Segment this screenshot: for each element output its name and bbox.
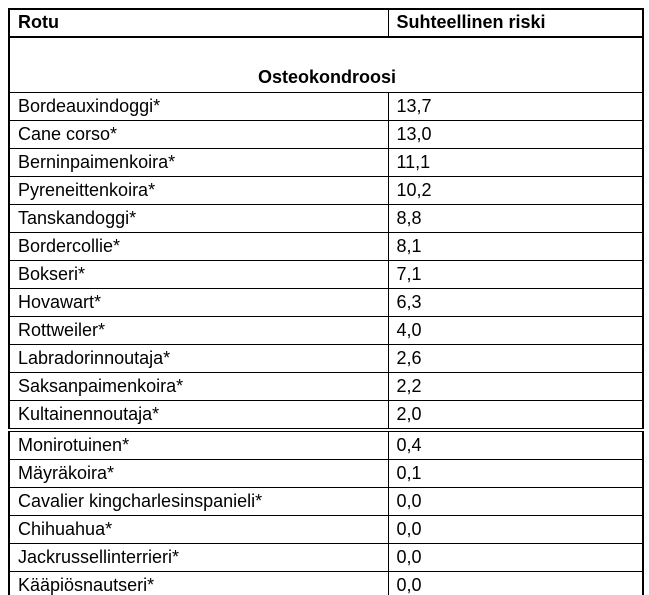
breed-cell: Jackrussellinterrieri* <box>9 544 388 572</box>
risk-cell: 0,4 <box>388 430 643 460</box>
breed-risk-table <box>8 8 644 595</box>
table-row <box>9 233 643 261</box>
breed-cell: Tanskandoggi* <box>9 205 388 233</box>
risk-cell: 13,0 <box>388 121 643 149</box>
risk-cell: 10,2 <box>388 177 643 205</box>
table-row <box>9 373 643 401</box>
risk-cell: 7,1 <box>388 261 643 289</box>
breed-cell: Pyreneittenkoira* <box>9 177 388 205</box>
table-header-row <box>9 9 643 37</box>
table-row <box>9 401 643 431</box>
table-row <box>9 544 643 572</box>
breed-cell: Hovawart* <box>9 289 388 317</box>
risk-cell: 11,1 <box>388 149 643 177</box>
breed-cell: Bordeauxindoggi* <box>9 93 388 121</box>
risk-cell: 6,3 <box>388 289 643 317</box>
risk-cell: 0,0 <box>388 488 643 516</box>
table-row <box>9 93 643 121</box>
section-header-row <box>9 37 643 93</box>
risk-cell: 2,6 <box>388 345 643 373</box>
table-row <box>9 317 643 345</box>
breed-cell: Mäyräkoira* <box>9 460 388 488</box>
column-header-risk: Suhteellinen riski <box>388 9 643 37</box>
risk-cell: 0,0 <box>388 516 643 544</box>
risk-cell: 2,2 <box>388 373 643 401</box>
table-row <box>9 460 643 488</box>
table-row <box>9 205 643 233</box>
risk-cell: 0,0 <box>388 544 643 572</box>
table-row <box>9 177 643 205</box>
breed-cell: Berninpaimenkoira* <box>9 149 388 177</box>
breed-cell: Kultainennoutaja* <box>9 401 388 431</box>
table-row <box>9 516 643 544</box>
table-row <box>9 430 643 460</box>
breed-cell: Kääpiösnautseri* <box>9 572 388 595</box>
table-row <box>9 121 643 149</box>
breed-cell: Cavalier kingcharlesinspanieli* <box>9 488 388 516</box>
risk-cell: 4,0 <box>388 317 643 345</box>
risk-cell: 8,8 <box>388 205 643 233</box>
breed-cell: Chihuahua* <box>9 516 388 544</box>
breed-cell: Rottweiler* <box>9 317 388 345</box>
breed-cell: Bordercollie* <box>9 233 388 261</box>
table-row <box>9 289 643 317</box>
risk-cell: 13,7 <box>388 93 643 121</box>
risk-cell: 2,0 <box>388 401 643 431</box>
breed-cell: Labradorinnoutaja* <box>9 345 388 373</box>
table-row <box>9 345 643 373</box>
section-title: Osteokondroosi <box>9 37 643 93</box>
table-row <box>9 261 643 289</box>
risk-cell: 8,1 <box>388 233 643 261</box>
column-header-breed: Rotu <box>9 9 388 37</box>
breed-cell: Bokseri* <box>9 261 388 289</box>
table-row <box>9 572 643 595</box>
risk-cell: 0,1 <box>388 460 643 488</box>
risk-cell: 0,0 <box>388 572 643 595</box>
breed-cell: Cane corso* <box>9 121 388 149</box>
breed-cell: Monirotuinen* <box>9 430 388 460</box>
breed-cell: Saksanpaimenkoira* <box>9 373 388 401</box>
table-row <box>9 149 643 177</box>
table-row <box>9 488 643 516</box>
